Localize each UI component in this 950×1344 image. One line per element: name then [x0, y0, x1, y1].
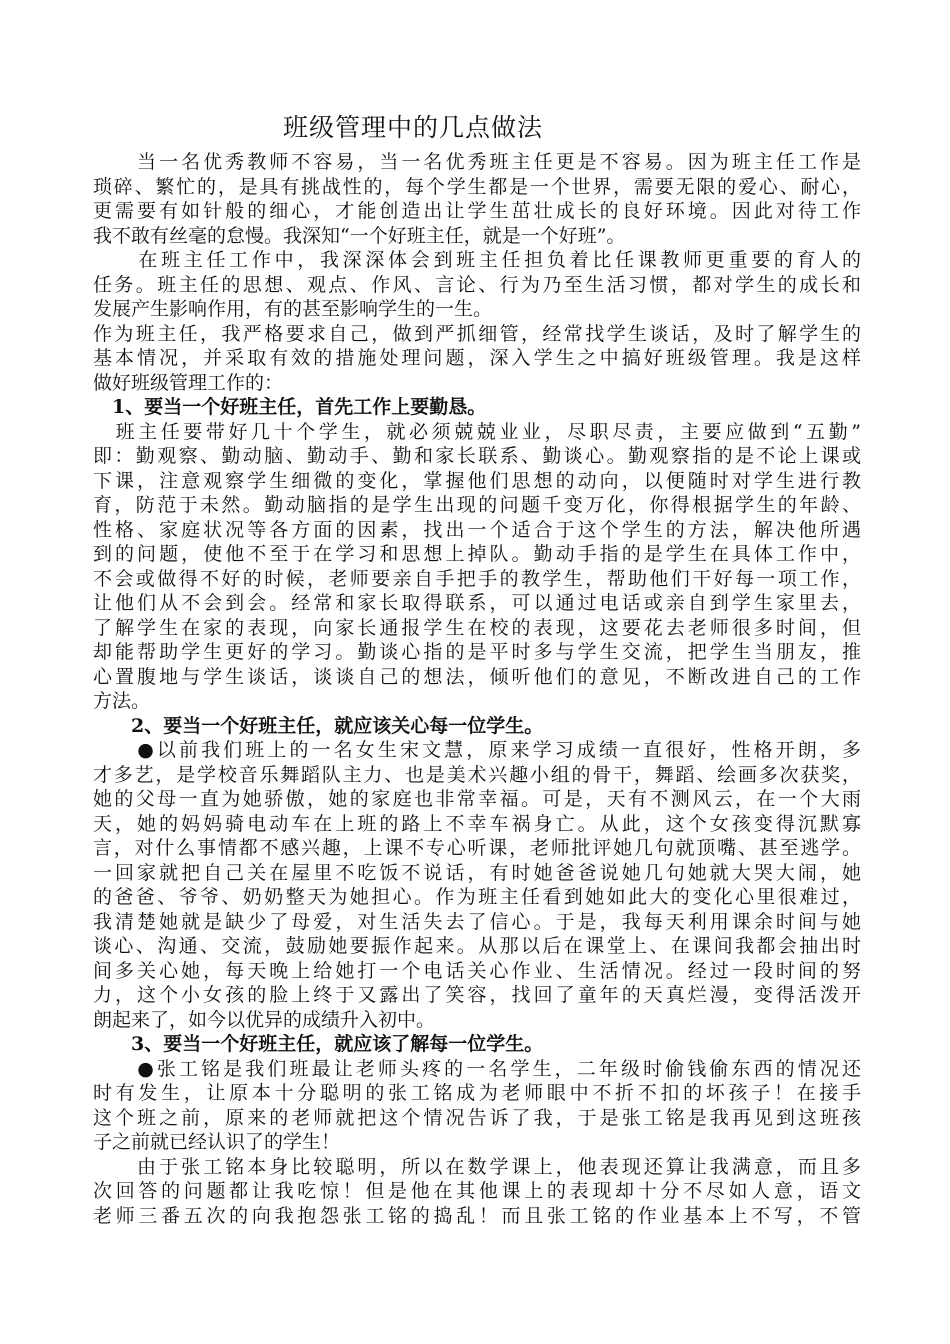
- text-line: 让他们从不会到会。经常和家长取得联系，可以通过电话或亲自到学生家里去，: [93, 592, 861, 614]
- text-line: 朗起来了，如今以优异的成绩升入初中。: [93, 1008, 436, 1031]
- text-line: 当一名优秀教师不容易，当一名优秀班主任更是不容易。因为班主任工作是: [93, 151, 861, 173]
- text-line: 谈心、沟通、交流，鼓励她要振作起来。从那以后在课堂上、在课间我都会抽出时: [93, 935, 861, 957]
- text-line: 不会或做得不好的时候，老师要亲自手把手的教学生，帮助他们干好每一项工作，: [93, 567, 861, 590]
- section-heading-line: 2、要当一个好班主任，就应该关心每一位学生。: [93, 714, 544, 737]
- text-line: 间多关心她，每天晚上给她打一个电话关心作业、生活情况。经过一段时间的努: [93, 959, 861, 982]
- text-line: 琐碎、繁忙的，是具有挑战性的，每个学生都是一个世界，需要无限的爱心、耐心，: [93, 175, 861, 198]
- text-line: 一回家就把自己关在屋里不吃饭不说话，有时她爸爸说她几句她就大哭大闹，她: [93, 861, 861, 884]
- text-line: 育，防范于未然。勤动脑指的是学生出现的问题千变万化，你得根据学生的年龄、: [93, 494, 861, 516]
- text-line: 到的问题，使他不至于在学习和思想上掉队。勤动手指的是学生在具体工作中，: [93, 543, 861, 565]
- text-line: 基本情况，并采取有效的措施处理问题，深入学生之中搞好班级管理。我是这样: [93, 347, 861, 369]
- text-line: 性格、家庭状况等各方面的因素，找出一个适合于这个学生的方法，解决他所遇: [93, 518, 861, 541]
- text-line: 才多艺，是学校音乐舞蹈队主力、也是美术兴趣小组的骨干，舞蹈、绘画多次获奖，: [93, 763, 861, 786]
- text-line: 了解学生在家的表现，向家长通报学生在校的表现，这要花去老师很多时间，但: [93, 616, 861, 639]
- text-line: 我清楚她就是缺少了母爱，对生活失去了信心。于是，我每天利用课余时间与她: [93, 910, 861, 933]
- text-line: 发展产生影响作用，有的甚至影响学生的一生。: [93, 298, 493, 320]
- text-line: 次回答的问题都让我吃惊！但是他在其他课上的表现却十分不尽如人意，语文: [93, 1180, 861, 1202]
- text-line: 她的父母一直为她骄傲，她的家庭也非常幸福。可是，天有不测风云，在一个大雨: [93, 788, 861, 810]
- text-line: ●张工铭是我们班最让老师头疼的一名学生，二年级时偷钱偷东西的情况还: [93, 1057, 861, 1080]
- text-line: 做好班级管理工作的：: [93, 371, 284, 394]
- section-heading-line: 3、要当一个好班主任，就应该了解每一位学生。: [93, 1033, 544, 1055]
- text-line: 心置腹地与学生谈话，谈谈自己的想法，倾听他们的意见，不断改进自己的工作: [93, 665, 861, 688]
- text-line: 我不敢有丝毫的怠慢。我深知“一个好班主任，就是一个好班”。: [93, 224, 626, 247]
- text-line: 下课，注意观察学生细微的变化，掌握他们思想的动向，以便随时对学生进行教: [93, 469, 861, 492]
- section-heading-line: 1、要当一个好班主任，首先工作上要勤恳。: [93, 396, 487, 418]
- text-line: 子之前就已经认识了的学生！: [93, 1131, 341, 1153]
- text-line: 在班主任工作中，我深深体会到班主任担负着比任课教师更重要的育人的: [93, 249, 861, 271]
- text-line: 老师三番五次的向我抱怨张工铭的捣乱！而且张工铭的作业基本上不写，不管: [93, 1204, 861, 1227]
- text-line: 却能帮助学生更好的学习。勤谈心指的是平时多与学生交流，把学生当朋友，推: [93, 641, 861, 663]
- text-line: 任务。班主任的思想、观点、作风、言论、行为乃至生活习惯，都对学生的成长和: [93, 273, 861, 296]
- text-line: 作为班主任，我严格要求自己，做到严抓细管，经常找学生谈话，及时了解学生的: [93, 322, 861, 345]
- text-line: 言，对什么事情都不感兴趣，上课不专心听课，老师批评她几句就顶嘴、甚至逃学。: [93, 837, 861, 859]
- text-line: 方法。: [93, 690, 151, 712]
- text-line: 班主任要带好几十个学生，就必须兢兢业业，尽职尽责，主要应做到“五勤”: [93, 420, 861, 443]
- text-line: 天，她的妈妈骑电动车在上班的路上不幸车祸身亡。从此，这个女孩变得沉默寡: [93, 812, 861, 835]
- text-line: 由于张工铭本身比较聪明，所以在数学课上，他表现还算让我满意，而且多: [93, 1155, 861, 1178]
- document-title: 班级管理中的几点做法: [283, 113, 544, 142]
- text-line: 的爸爸、爷爷、奶奶整天为她担心。作为班主任看到她如此大的变化心里很难过，: [93, 886, 861, 908]
- text-line: 时有发生，让原本十分聪明的张工铭成为老师眼中不折不扣的坏孩子！在接手: [93, 1082, 861, 1104]
- text-line: 这个班之前，原来的老师就把这个情况告诉了我，于是张工铭是我再见到这班孩: [93, 1106, 861, 1129]
- text-line: 力，这个小女孩的脸上终于又露出了笑容，找回了童年的天真烂漫，变得活泼开: [93, 984, 861, 1006]
- document-body: [93, 150, 861, 1228]
- text-line: 即：勤观察、勤动脑、勤动手、勤和家长联系、勤谈心。勤观察指的是不论上课或: [93, 445, 861, 467]
- text-line: 更需要有如针般的细心，才能创造出让学生茁壮成长的良好环境。因此对待工作: [93, 200, 861, 222]
- text-line: ●以前我们班上的一名女生宋文慧，原来学习成绩一直很好，性格开朗，多: [93, 739, 861, 761]
